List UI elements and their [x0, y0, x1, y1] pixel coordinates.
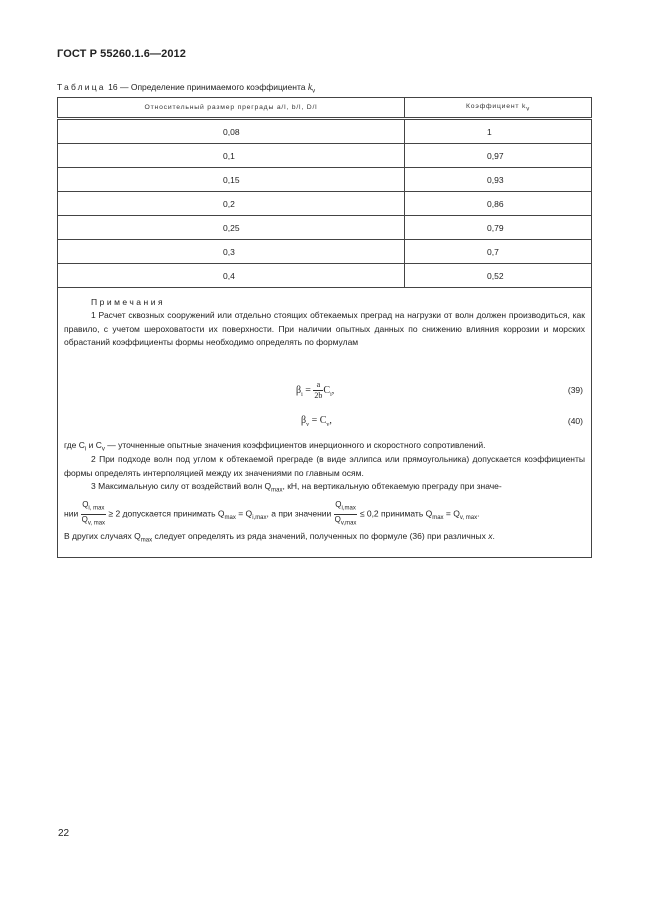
last-a-sub: max — [140, 537, 153, 544]
caption-dash: — — [119, 82, 129, 92]
coefficient-table — [57, 97, 592, 288]
frac2-numerator: $Q_{i,max}$ — [334, 500, 358, 515]
last-a: В других случаях Q — [64, 531, 141, 541]
eq39-number: (39) — [567, 385, 583, 395]
caption-title: Определение принимаемого коэффициента — [130, 82, 306, 92]
table-caption — [57, 82, 315, 95]
n3-c: нии — [64, 508, 79, 519]
cell-size: 0,08 — [58, 119, 405, 144]
eq40-end: , — [329, 415, 332, 426]
eq39-rhs-sub: i — [330, 391, 332, 398]
cell-size: 0,2 — [58, 192, 405, 216]
eq39-lhs-sub: i — [301, 391, 303, 398]
col-header-size: Относительный размер преграды a/l, b/l, D/l — [58, 98, 405, 119]
notes-title: Примечания — [91, 297, 166, 307]
table-row — [58, 240, 592, 264]
cell-size: 0,1 — [58, 144, 405, 168]
col-header-coef-text: Коэффициент k — [465, 102, 527, 110]
frac2-denominator: $Q_{v,max}$ — [334, 514, 357, 527]
n3-i: . — [477, 508, 480, 519]
cell-coef: 1 — [405, 119, 592, 144]
caption-symbol-sub: v — [312, 88, 316, 95]
note-2: 2 При подходе волн под углом к обтекаемой преграде (в виде эллипса или прямоугольника) допускается коэффициенты формы определять интерполяцией между их значениями по главным осям. — [64, 454, 585, 478]
n3-f: , а при значении — [266, 508, 332, 519]
n3-h-sub: v, max — [459, 515, 478, 522]
eq40-rhs: C — [319, 415, 327, 426]
eq40-number: (40) — [567, 416, 583, 426]
cell-coef: 0,7 — [405, 240, 592, 264]
last-b: следует определять из ряда значений, полученных по формуле (36) при различных — [152, 531, 489, 541]
cell-size: 0,15 — [58, 168, 405, 192]
n3-b: , кН, на вертикальную обтекаемую преграду при значе- — [282, 481, 502, 491]
table-row — [58, 144, 592, 168]
last-d: . — [492, 531, 495, 541]
n3-fraction-1 — [81, 500, 106, 528]
cell-coef: 0,97 — [405, 144, 592, 168]
eq39-denominator: 2b — [314, 391, 323, 400]
caption-number: 16 — [108, 82, 118, 92]
notes-block — [57, 288, 592, 558]
note-3-line1 — [64, 480, 585, 498]
page-number: 22 — [58, 828, 70, 839]
cell-coef: 0,86 — [405, 192, 592, 216]
last-sentence — [64, 530, 585, 548]
cell-coef: 0,79 — [405, 216, 592, 240]
formula-40 — [301, 414, 332, 433]
table-row — [58, 168, 592, 192]
caption-symbol: k — [307, 83, 313, 93]
n3-fraction-2 — [334, 500, 358, 528]
eq39-rhs: C — [323, 384, 331, 396]
table-row — [58, 264, 592, 288]
eq39-end: , — [331, 384, 335, 396]
col-header-coef — [405, 98, 592, 119]
n3-a: 3 Максимальную силу от воздействий волн Q — [91, 481, 272, 491]
table-row — [58, 216, 592, 240]
eq40-lhs: β — [301, 415, 307, 426]
eq40-equals: = — [311, 415, 318, 426]
n3-g: ≤ 0,2 принимать Q — [359, 508, 433, 519]
where-b-sub: v — [101, 446, 105, 453]
eq39-equals: = — [305, 384, 311, 396]
n3-h: = Q — [443, 508, 460, 519]
n3-e-sub: i,max — [252, 515, 267, 522]
standard-header: ГОСТ Р 55260.1.6—2012 — [57, 48, 186, 60]
col-header-coef-sub: v — [526, 106, 531, 113]
table-row — [58, 119, 592, 144]
n3-a-sub: max — [271, 487, 283, 494]
cell-size: 0,3 — [58, 240, 405, 264]
frac1-numerator: $Q_{i, max}$ — [81, 500, 106, 515]
eq40-lhs-sub: v — [306, 422, 310, 428]
where-b: и C — [86, 440, 102, 450]
note-3-line2 — [64, 500, 585, 528]
table-row — [58, 192, 592, 216]
cell-size: 0,4 — [58, 264, 405, 288]
where-c: — уточненные опытные значения коэффициентов инерционного и скоростного сопротивлений. — [104, 440, 486, 450]
cell-coef: 0,52 — [405, 264, 592, 288]
table-header-row — [58, 98, 592, 119]
cell-coef: 0,93 — [405, 168, 592, 192]
eq39-fraction — [313, 380, 323, 401]
eq39-lhs: β — [296, 384, 302, 396]
caption-word: Таблица — [57, 82, 106, 92]
n3-e: = Q — [235, 508, 253, 519]
frac1-denominator: $Q_{v, max}$ — [81, 514, 106, 527]
cell-size: 0,25 — [58, 216, 405, 240]
where-a-sub: i — [84, 446, 87, 453]
note-1: 1 Расчет сквозных сооружений или отдельно стоящих обтекаемых преград на нагрузки от волн должен производиться, как правило, с учетом шероховатости их поверхности. При наличии опытных данных по снижению влияния коррозии и морских обрастаний коэффициенты формы необходимо определять по формулам — [64, 310, 585, 347]
formula-39 — [296, 380, 334, 402]
n3-g-sub: max — [432, 515, 444, 522]
where-a: где C — [64, 440, 85, 450]
n3-d: ≥ 2 допускается принимать Q — [108, 508, 225, 519]
eq40-rhs-sub: v — [326, 422, 330, 428]
eq39-numerator: a — [313, 380, 323, 391]
last-var: x — [488, 531, 493, 541]
n3-d-sub: max — [224, 515, 236, 522]
